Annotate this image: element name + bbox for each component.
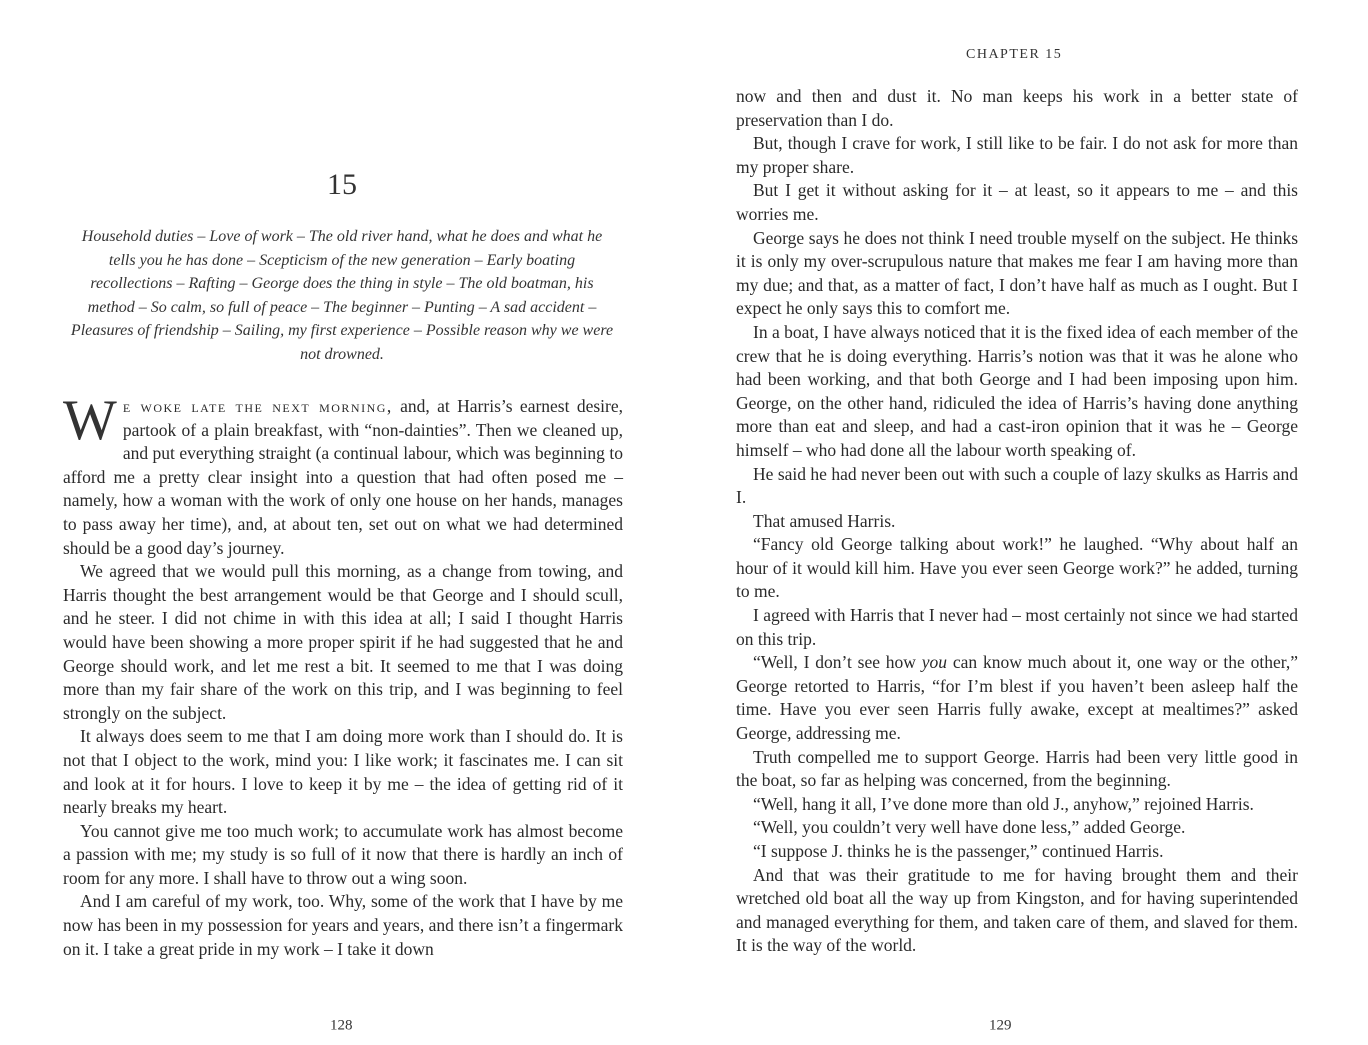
paragraph: “Well, you couldn’t very well have done less,” added George.: [753, 817, 1186, 838]
paragraph: That amused Harris.: [753, 510, 896, 531]
paragraph: But I get it without asking for it – at least, so it appears to me – and this worries me.: [736, 180, 1298, 224]
paragraph: I agreed with Harris that I never had – most certainly not since we had started on this trip.: [736, 605, 1298, 649]
paragraph: Truth compelled me to support George. Harris had been very little good in the boat, so far as helping was concerned, from the beginning.: [736, 746, 1298, 791]
paragraph: It always does seem to me that I am doing more work than I should do. It is not that I object to the work, mind you: I like work; it fascinates me. I can sit and look at it for hours. I love to keep it by me – the idea of getting rid of it nearly breaks my heart.: [63, 726, 623, 818]
paragraph-text: “Well, I don’t see how: [753, 652, 922, 673]
paragraph: [736, 651, 1298, 745]
paragraph-text: can know much about it, one way or the other,” George retorted to Harris, “for I’m blest if you haven’t been asleep half the time. Have you ever seen Harris fully awake, except at mealtimes?” asked George, addressing me.: [736, 652, 1299, 744]
paragraph: And I am careful of my work, too. Why, some of the work that I have by me now has been in my possession for years and years, and there isn’t a fingermark on it. I take a great pride in my work – I take it down: [63, 891, 623, 959]
paragraph: He said he had never been out with such a couple of lazy skulks as Harris and I.: [736, 463, 1298, 508]
paragraph: “Fancy old George talking about work!” he laughed. “Why about half an hour of it would kill him. Have you ever seen George work?” he added, turning to me.: [736, 534, 1298, 602]
chapter-synopsis: Household duties – Love of work – The old river hand, what he does and what he tells you he has done – Scepticism of the new generation – Early boating recollections – Rafting – George does the thing in style – The old boatman, his method – So calm, so full of peace – The beginner – Punting – A sad accident – Pleasures of friendship – Sailing, my first experience – Possible reason why we were not drowned.: [70, 228, 614, 363]
paragraph: You cannot give me too much work; to accumulate work has almost become a passion with me; my study is so full of it now that there is hardly an inch of room for any more. I shall have to throw out a wing soon.: [63, 820, 623, 888]
drop-cap: W: [63, 389, 117, 452]
paragraph: “Well, hang it all, I’ve done more than old J., anyhow,” rejoined Harris.: [753, 793, 1254, 814]
paragraph: We agreed that we would pull this morning, as a change from towing, and Harris thought the best arrangement would be that George and I should scull, and he steer. I did not chime in with this idea at all; I said I thought Harris would have been showing a more proper spirit if he had suggested that he and George should work, and let me rest a bit. It seemed to me that I was doing more than my fair share of the work on this trip, and I was beginning to feel strongly on the subject.: [63, 561, 623, 723]
paragraph: But, though I crave for work, I still like to be fair. I do not ask for more than my proper share.: [736, 133, 1298, 177]
paragraph: And that was their gratitude to me for having brought them and their wretched old boat all the way up from Kingston, and for having superintended and managed everything for them, and taken care of them, and slaved for them. It is the way of the world.: [736, 864, 1298, 956]
paragraph: George says he does not think I need trouble myself on the subject. He thinks it is only my over-scrupulous nature that makes me fear I am having more than my due; and that, as a matter of fact, I don’t have half as much as I ought. But I expect he only says this to comfort me.: [736, 227, 1298, 319]
continued-paragraph: now and then and dust it. No man keeps his work in a better state of preservation than I do.: [736, 86, 1298, 130]
opening-small-caps: e woke late the next morning,: [122, 396, 393, 416]
opening-paragraph-text: and, at Harris’s earnest desire, partook of a plain breakfast, with “non-dainties”. Then we cleaned up, and put everything straight (a continual labour, which was beginning to afford me a pretty clear insight into a question that had often posed me – namely, how a woman with the work of only one house on her hands, manages to pass away her time), and, at about ten, set out on what we had determined should be a good day’s journey.: [63, 396, 623, 558]
paragraph: “I suppose J. thinks he is the passenger,” continued Harris.: [753, 841, 1164, 861]
chapter-number: 15: [327, 168, 357, 201]
left-body-text: [63, 389, 623, 961]
opening-paragraph: [63, 389, 623, 560]
right-body-text: [736, 85, 1298, 958]
paragraph: In a boat, I have always noticed that it is the fixed idea of each member of the crew that he is doing everything. Harris’s notion was that it was he alone who had been working, and that both George and I had been imposing upon him. George, on the other hand, ridiculed the idea of Harris’s having done anything more than eat and sleep, and had a cast-iron opinion that it was he – George himself – who had done all the labour worth speaking of.: [736, 321, 1298, 460]
right-page: [684, 0, 1368, 1045]
italic-word: you: [921, 652, 948, 673]
page-number: 129: [989, 1017, 1012, 1034]
page-number: 128: [330, 1017, 353, 1034]
running-head: CHAPTER 15: [966, 47, 1063, 62]
